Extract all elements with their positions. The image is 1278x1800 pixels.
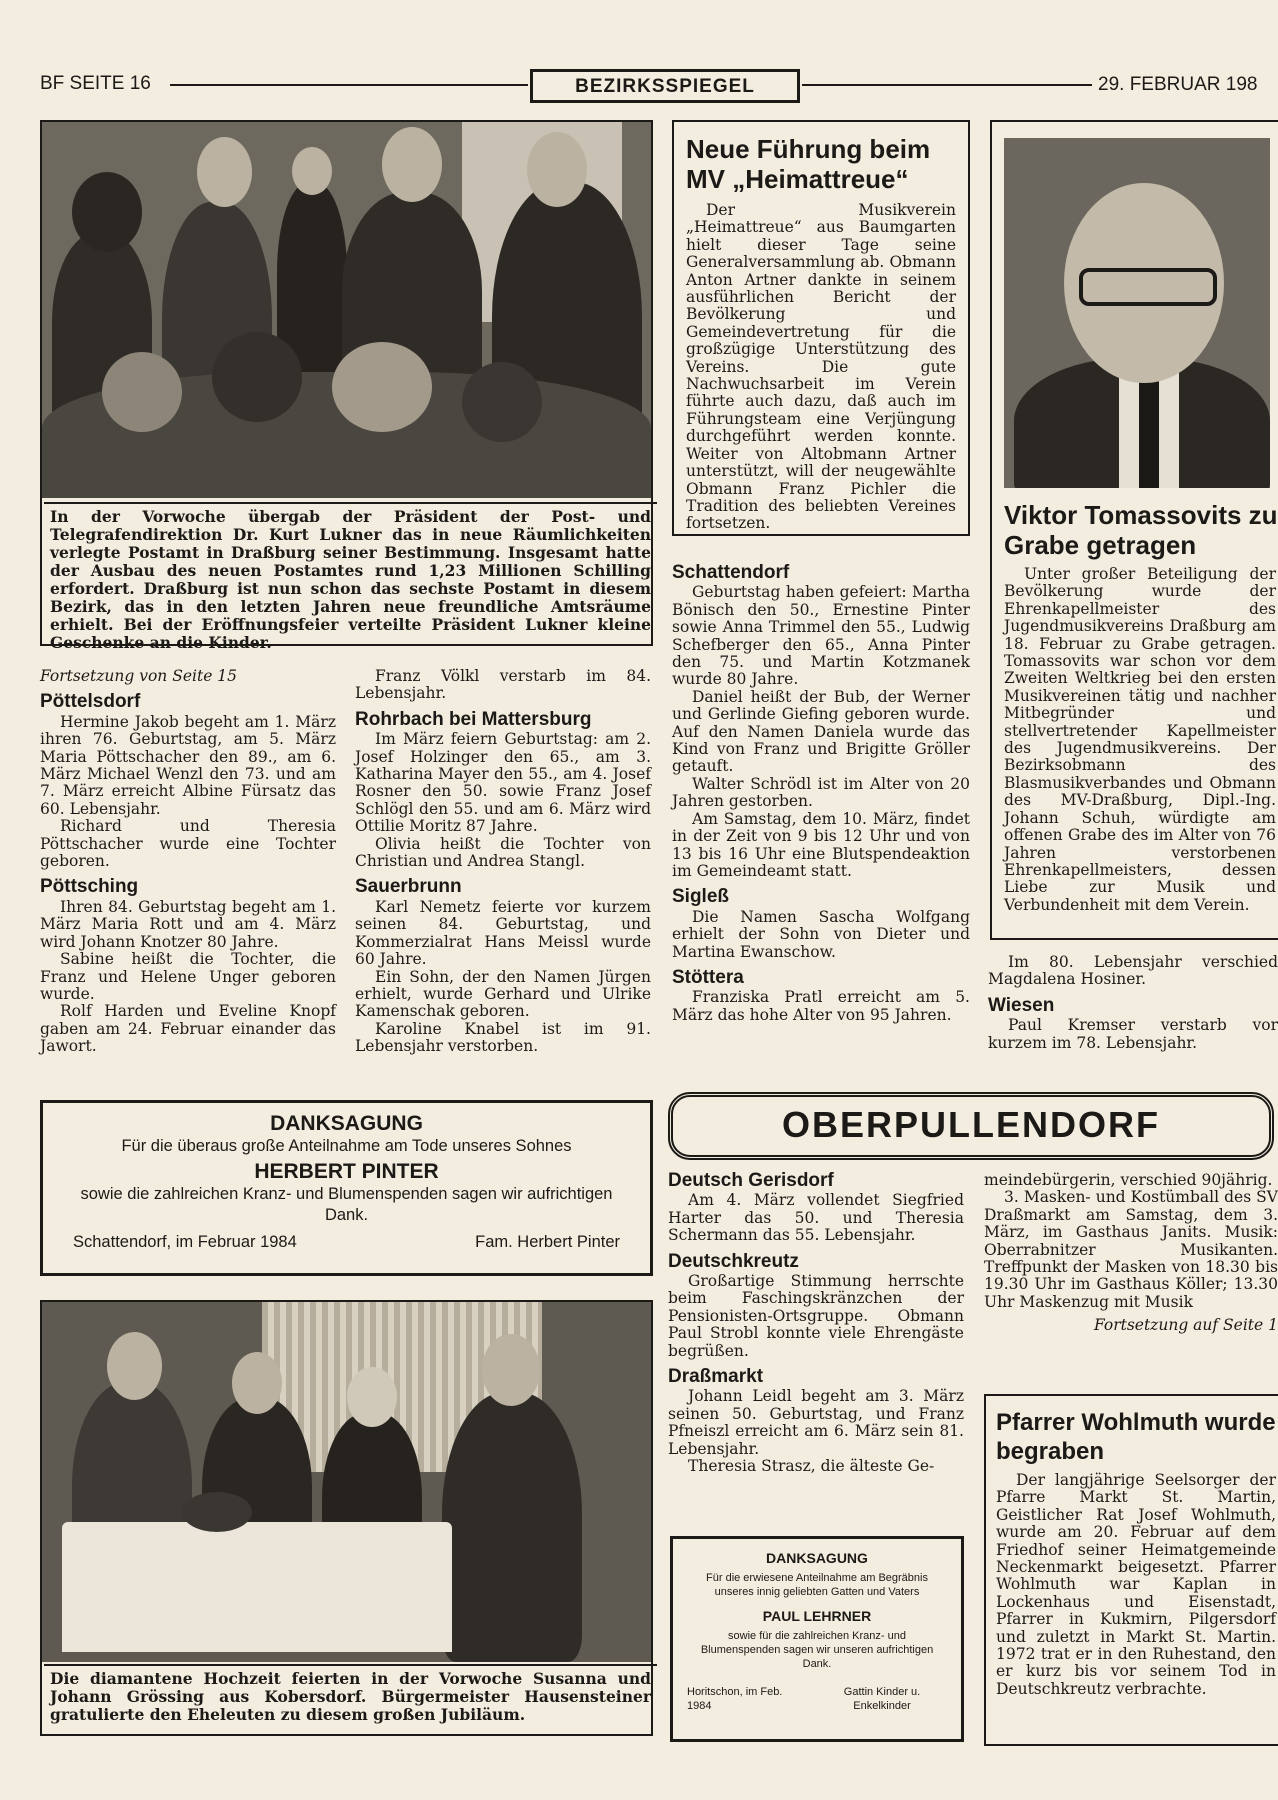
- paragraph: Am Samstag, dem 10. März, findet in der Zeit von 9 bis 12 Uhr und von 13 bis 16 Uhr eine Blutspendeaktion im Gemeindeamt statt.: [672, 809, 970, 880]
- subheading: Draßmarkt: [668, 1366, 764, 1388]
- paragraph: Daniel heißt der Bub, der Werner und Gerlinde Giefing geboren wurde. Auf den Namen Daniela wurde das Kind von Franz und Brigitte Gröller getauft.: [672, 687, 970, 776]
- post-office-photo: [42, 122, 651, 498]
- notice-place: Horitschon, im Feb. 1984: [687, 1686, 783, 1712]
- column-deutsch-gerisdorf: [668, 1172, 964, 1476]
- column-drassmarkt-cont: [984, 1172, 1278, 1335]
- column-schattendorf: [672, 556, 970, 1024]
- paragraph: Geburtstag haben gefeiert: Martha Bönisch den 50., Ernestine Pinter sowie Anna Trimmel den 55., Ludwig Schefberger den 65., Anna Pinter den 75. und Martin Kotzmanek wurde 80 Jahre.: [672, 583, 970, 689]
- notice-text: Für die erwiesene Anteilnahme am Begräbnis unseres innig geliebten Gatten und Vaters: [706, 1572, 928, 1598]
- continued-note: Fortsetzung auf Seite 1: [1093, 1316, 1278, 1335]
- subheading: Sauerbrunn: [355, 876, 462, 898]
- paragraph: Sabine heißt die Tochter, die Franz und Helene Unger geboren wurde.: [40, 950, 336, 1003]
- column-poettelsdorf: [40, 668, 336, 1056]
- paragraph: Am 4. März vollendet Siegfried Harter das 50. und Theresia Schermann das 55. Lebensjahr.: [668, 1191, 964, 1245]
- notice-name: HERBERT PINTER: [254, 1160, 439, 1183]
- subheading: Pöttsching: [40, 876, 139, 898]
- child-head: [102, 352, 182, 432]
- paragraph: Ein Sohn, der den Namen Jürgen erhielt, wurde Gerhard und Ulrike Kamenschak geboren.: [355, 967, 651, 1021]
- page-number: BF SEITE 16: [40, 73, 151, 94]
- notice-title: DANKSAGUNG: [270, 1112, 423, 1135]
- paragraph: Hermine Jakob begeht am 1. März ihren 76. Geburtstag, am 5. März Maria Pöttschacher den 89., am 6. März Michael Wenzl den 73. und am 7. März erreicht Albine Fürsatz das 60. Lebensjahr.: [40, 712, 336, 818]
- article-paragraph: Der Musikverein „Heimattreue“ aus Baumgarten hielt dieser Tage seine Generalversammlung ab. Obmann Anton Artner dankte in seinem ausführlichen Bericht der Bevölkerung und Gemeindevertretung für die großzügige Unterstützung des Vereins. Die gute Nachwuchsarbeit im Verein führte auch dazu, daß auch im Führungsteam eine Verjüngung durchgeführt werden konnte. Weiter von Altobmann Artner unterstützt, will der neugewählte Obmann Franz Pichler die Tradition des beliebten Vereines fortsetzen.: [686, 201, 956, 533]
- glasses-icon: [1079, 268, 1217, 306]
- subheading: Wiesen: [988, 994, 1055, 1016]
- paragraph: Walter Schrödl ist im Alter von 20 Jahren gestorben.: [672, 774, 970, 811]
- person-head: [482, 1334, 540, 1406]
- column-wiesen: [988, 954, 1278, 1052]
- wedding-photo: [42, 1302, 651, 1662]
- page-date: 29. FEBRUAR 198: [1098, 74, 1258, 95]
- notice-danksagung-lehrner: [670, 1536, 964, 1742]
- child-head: [212, 332, 302, 422]
- photo-post-office: [40, 120, 653, 652]
- portrait-tie: [1139, 378, 1159, 488]
- person-head: [107, 1332, 162, 1400]
- person-figure: [442, 1392, 582, 1662]
- portrait-photo: [1004, 138, 1270, 488]
- subheading: Deutsch Gerisdorf: [668, 1170, 834, 1191]
- paragraph: Karoline Knabel ist im 91. Lebensjahr verstorben.: [355, 1019, 651, 1056]
- person-head: [347, 1367, 397, 1427]
- continued-note: Fortsetzung von Seite 15: [40, 667, 238, 685]
- article-headline: Pfarrer Wohlmuth wurde begraben: [996, 1409, 1276, 1465]
- paragraph: Im 80. Lebensjahr verschied Magdalena Hosiner.: [988, 953, 1278, 989]
- paragraph: Richard und Theresia Pöttschacher wurde eine Tochter geboren.: [40, 817, 336, 871]
- subheading: Deutschkreutz: [668, 1250, 799, 1272]
- notice-family: Fam. Herbert Pinter: [475, 1233, 620, 1251]
- column-rohrbach: [355, 668, 651, 1056]
- paragraph: Ihren 84. Geburtstag begeht am 1. März Maria Rott und am 4. März wird Johann Knotzer 80 Jahre.: [40, 897, 336, 951]
- subheading: Stöttera: [672, 966, 744, 988]
- person-head: [382, 127, 442, 202]
- paragraph: 3. Masken- und Kostümball des SV Draßmarkt am Samstag, dem 3. März, im Gasthaus Janits. Musik: Oberrabnitzer Musikanten. Treffpunkt der Masken von 18.30 bis 19.30 Uhr im Gasthaus Köller; 13.30 Uhr Maskenzug mit Musik: [984, 1188, 1278, 1311]
- paragraph: Paul Kremser verstarb vor kurzem im 78. Lebensjahr.: [988, 1016, 1278, 1052]
- article-paragraph: Der langjährige Seelsorger der Pfarre Markt St. Martin, Geistlicher Rat Josef Wohlmuth, wurde am 20. Februar auf dem Friedhof seiner Heimatgemeinde Neckenmarkt beigesetzt. Pfarrer Wohlmuth war Kaplan in Lockenhaus und Eisenstadt, Pfarrer in Kukmirn, Pilgersdorf und zuletzt in Markt St. Martin. 1972 trat er in den Ruhestand, den er kurz bis vor seinem Tod in Deutschkreutz verbrachte.: [996, 1471, 1276, 1698]
- paragraph: meindebürgerin, verschied 90jährig.: [984, 1171, 1273, 1189]
- region-banner: OBERPULLENDORF: [668, 1092, 1274, 1160]
- table-cloth: [62, 1522, 452, 1652]
- notice-place: Schattendorf, im Februar 1984: [73, 1233, 297, 1251]
- article-headline: Neue Führung beim MV „Heimattreue“: [686, 134, 931, 194]
- article-heimattreue: [672, 120, 970, 536]
- person-head: [232, 1352, 282, 1414]
- child-head: [462, 362, 542, 442]
- paragraph: Franz Völkl verstarb im 84. Lebensjahr.: [355, 667, 651, 703]
- notice-danksagung-pinter: [40, 1100, 653, 1276]
- paragraph: Franziska Pratl erreicht am 5. März das hohe Alter von 95 Jahren.: [672, 988, 970, 1024]
- header-rule-left: [170, 84, 528, 86]
- article-text: [996, 1472, 1278, 1698]
- paragraph: Johann Leidl begeht am 3. März seinen 50. Geburtstag, und Franz Pfneiszl erreicht am 6. März sein 81. Lebensjahr.: [668, 1387, 964, 1458]
- person-head: [292, 147, 332, 195]
- person-head: [527, 132, 587, 207]
- photo-caption: Die diamantene Hochzeit feierten in der Vorwoche Susanna und Johann Grössing aus Kobersdorf. Bürgermeister Hausensteiner gratulierte den Eheleuten zu diesem großen Jubiläum.: [44, 1664, 657, 1728]
- photo-wedding: [40, 1300, 653, 1736]
- article-tomassovits: [990, 120, 1278, 940]
- notice-text: sowie für die zahlreichen Kranz- und Blumenspenden sagen wir unseren aufrichtigen Dank.: [700, 1630, 934, 1670]
- notice-text: Für die überaus große Anteilnahme am Tode unseres Sohnes: [121, 1137, 572, 1155]
- paragraph: Rolf Harden und Eveline Knopf gaben am 24. Februar einander das Jawort.: [40, 1002, 336, 1056]
- paragraph: Theresia Strasz, die älteste Ge-: [688, 1457, 935, 1476]
- child-head: [332, 342, 432, 432]
- section-title: BEZIRKSSPIEGEL: [530, 69, 800, 103]
- article-headline: Viktor Tomassovits zu Grabe getragen: [1004, 500, 1278, 560]
- paragraph: Olivia heißt die Tochter von Christian und Andrea Stangl.: [355, 834, 651, 871]
- person-head: [72, 172, 142, 252]
- subheading: Sigleß: [672, 886, 730, 908]
- notice-family: Gattin Kinder u. Enkelkinder: [843, 1686, 921, 1712]
- subheading: Schattendorf: [672, 562, 790, 583]
- photo-caption: In der Vorwoche übergab der Präsident der Post- und Telegrafendirektion Dr. Kurt Lukner das in neue Räumlichkeiten verlegte Postamt in Draßburg seiner Bestimmung. Insgesamt hatte der Ausbau des neuen Postamtes rund 1,23 Millionen Schilling erfordert. Draßburg ist nun schon das sechste Postamt in diesem Bezirk, das in den letzten Jahren neue freundliche Amtsräume erhielt. Bei der Eröffnungsfeier verteilte Präsident Lukner kleine Geschenke an die Kinder.: [44, 502, 657, 656]
- person-head: [197, 137, 252, 207]
- subheading: Pöttelsdorf: [40, 691, 141, 713]
- notice-name: PAUL LEHRNER: [762, 1608, 872, 1624]
- paragraph: Die Namen Sascha Wolfgang erhielt der Sohn von Dieter und Martina Ewanschow.: [672, 907, 970, 961]
- article-text: [686, 202, 956, 533]
- paragraph: Im März feiern Geburtstag: am 2. Josef Holzinger den 65., am 3. Katharina Mayer den 55., am 4. Josef Rosner den 50. sowie Franz Josef Schlögl den 55. und am 6. März wird Ottilie Moritz 87 Jahre.: [355, 730, 651, 836]
- notice-text: sowie die zahlreichen Kranz- und Blumenspenden sagen wir aufrichtigen Dank.: [80, 1185, 613, 1224]
- flower-bouquet: [182, 1492, 252, 1532]
- article-paragraph: Unter großer Beteiligung der Bevölkerung wurde der Ehrenkapellmeister des Jugendmusikvereins Draßburg am 18. Februar zu Grabe getragen. Tomassovits war schon vor dem Zweiten Weltkrieg bei den ersten Musikvereinen tätig und nachher Mitbegründer und stellvertretender Kapellmeister des Jugendmusikvereins. Der Bezirksobmann des Blasmusikverbandes und Obmann des MV-Draßburg, Dipl.-Ing. Johann Schuh, würdigte am offenen Grabe des im Alter von 76 Jahren verstorbenen Ehrenkapellmeisters, dessen Liebe zur Musik und Verbundenheit mit dem Verein.: [1004, 565, 1276, 914]
- article-wohlmuth: [984, 1394, 1278, 1746]
- paragraph: Großartige Stimmung herrschte beim Faschingskränzchen der Pensionisten-Ortsgruppe. Obmann Paul Strobl konnte viele Ehrengäste begrüßen.: [668, 1272, 964, 1360]
- notice-title: DANKSAGUNG: [766, 1550, 868, 1566]
- header-rule-right: [802, 84, 1092, 86]
- paragraph: Karl Nemetz feierte vor kurzem seinen 84. Geburtstag, und Kommerzialrat Hans Meissl wurde 60 Jahre.: [355, 897, 651, 969]
- article-text: [1004, 566, 1278, 914]
- subheading: Rohrbach bei Mattersburg: [355, 708, 592, 730]
